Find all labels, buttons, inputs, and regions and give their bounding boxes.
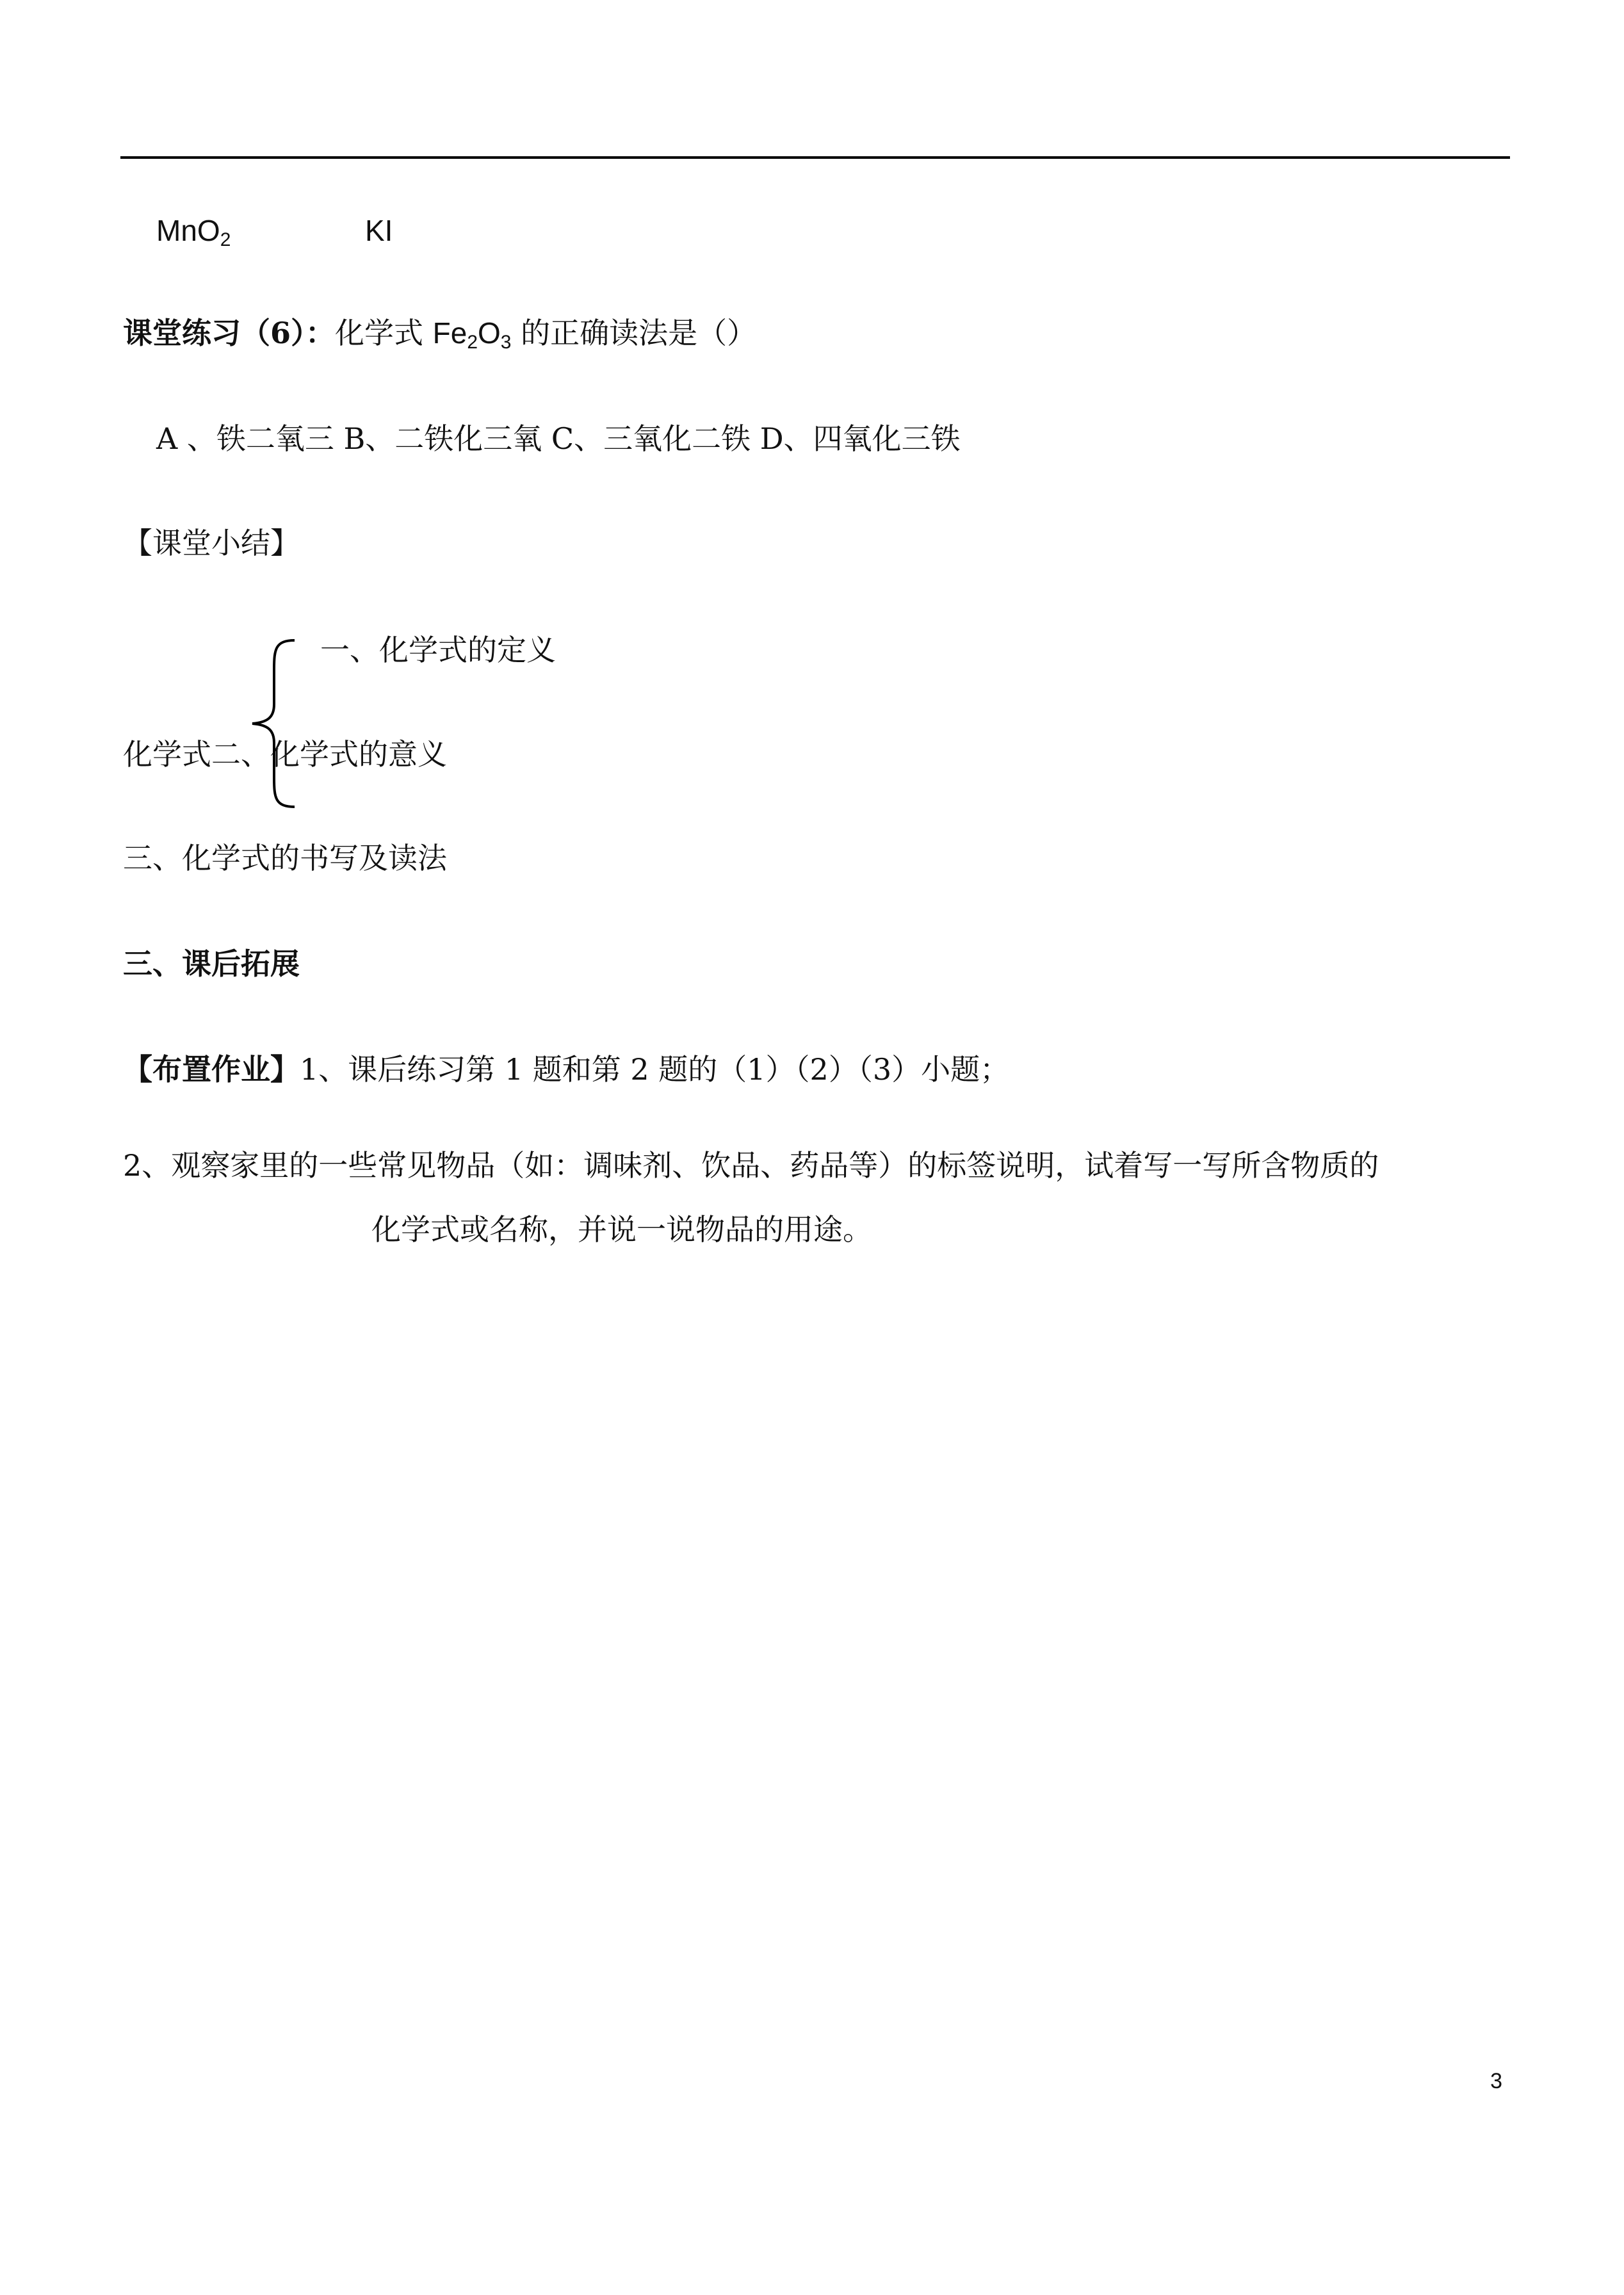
formula-mno2: MnO$_2$ <box>156 214 231 250</box>
summary-brace <box>250 634 301 813</box>
homework-label: 【布置作业】 <box>123 1052 300 1087</box>
exercise-6-options: A 、铁二氧三 B、二铁化三氧 C、三氧化二铁 D、四氧化三铁 <box>156 421 961 456</box>
exercise-label: 课堂练习（6） <box>123 316 306 350</box>
formula-ki: KI <box>365 214 393 247</box>
section-3-heading: 三、课后拓展 <box>123 946 300 981</box>
homework-item-1: 【布置作业】1、课后练习第 1 题和第 2 题的（1）（2）（3）小题； <box>123 1052 1010 1087</box>
page-number: 3 <box>1490 2069 1502 2093</box>
homework-item-2-line-1: 2、观察家里的一些常见物品（如：调味剂、饮品、药品等）的标签说明，试着写一写所含物质的 <box>123 1148 1379 1183</box>
homework-item-2-line-2: 化学式或名称，并说一说物品的用途。 <box>371 1212 872 1247</box>
header-rule <box>120 156 1510 159</box>
summary-root: 化学式 <box>123 737 211 772</box>
exercise-6-question: 课堂练习（6）：化学式 $Fe_2O_3$ 的正确读法是（） <box>123 316 757 353</box>
summary-branch-2: 二、化学式的意义 <box>211 737 447 772</box>
summary-branch-1: 一、化学式的定义 <box>320 633 556 667</box>
summary-branch-3: 三、化学式的书写及读法 <box>123 841 447 875</box>
formula-fe2o3: $Fe_2O_3$ <box>432 316 512 353</box>
summary-heading: 【课堂小结】 <box>123 526 300 560</box>
